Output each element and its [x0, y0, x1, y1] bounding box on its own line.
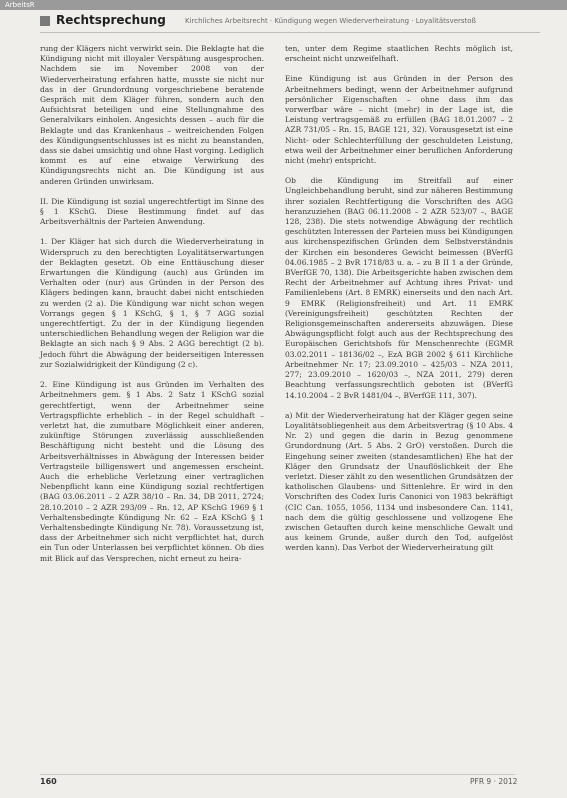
right-column — [285, 44, 513, 562]
top-bar — [0, 0, 567, 10]
section-label: ArbeitsR — [5, 1, 35, 9]
paragraph: a) Mit der Wiederverheiratung hat der Kläger gegen seine Loyalitätsobliegenheit aus dem Arbeitsvertrag (§ 10 Abs. 4 Nr. 2) und gegen die darin in Bezug genommene Grundordnung (Art. 5 Abs. 2 GrO) verstoßen. Durch die Eingehung seiner zweiten (standesamtlichen) Ehe hat der Kläger den Grundsatz der Unauflöslichkeit der Ehe verletzt. Dieser zählt zu den wesentlichen Grundsätzen der katholischen Glaubens- und Sittenlehre. Er wird in den Vorschriften des Codex Iuris Canonici von 1983 bekräftigt (CIC Can. 1055, 1056, 1134 und insbesondere Can. 1141, nach dem die gültig geschlossene und vollzogene Ehe zwischen Getauften durch keine menschliche Gewalt und aus keinem Grunde, außer durch den Tod, aufgelöst werden kann). Das Verbot der Wiederverheiratung gilt — [285, 410, 513, 553]
paragraph: II. Die Kündigung ist sozial ungerechtfertigt im Sinne des § 1 KSchG. Diese Bestimmung findet auf das Arbeitsverhältnis der Parteien Anwendung. — [40, 196, 264, 227]
paragraph: Eine Kündigung ist aus Gründen in der Person des Arbeitnehmers bedingt, wenn der Arbeitnehmer aufgrund persönlicher Eigenschaften – ohne dass ihm das vorwerfbar wäre – nicht (mehr) in der Lage ist, die Leistung vertragsgemäß zu erfüllen (BAG 18.01.2007 – 2 AZR 731/05 – Rn. 15, BAGE 121, 32). Vorausgesetzt ist eine Nicht- oder Schlechterfüllung der geschuldeten Leistung, etwa weil der Arbeitnehmer einer beruflichen Anforderung nicht (mehr) entspricht. — [285, 74, 513, 166]
page-number: 160 — [40, 777, 57, 786]
page-title: Rechtsprechung — [56, 13, 166, 27]
page-subtitle: Kirchliches Arbeitsrecht · Kündigung wegen Wiederverheiratung · Loyalitätsverstoß — [185, 17, 476, 25]
footer-divider — [40, 774, 515, 775]
paragraph: rung der Klägers nicht verwirkt sein. Die Beklagte hat die Kündigung nicht mit illoyaler Verspätung ausgesprochen. Nachdem sie im November 2008 von der Wiederverheiratung erfahren hatte, musste sie nicht nur das in der Grundordnung vorgeschriebene beratende Gespräch mit dem Kläger führen, sondern auch den Aufsichtsrat beteiligen und eine Stellungnahme des Generalvikars einholen. Angesichts dessen – auch für die Beklagte und das Krankenhaus – weitreichenden Folgen des Kündigungsentschlusses ist es nicht zu beanstanden, dass sie dabei umsichtig und ohne Hast vorging. Lediglich kommt es auf eine etwaige Verwirkung des Kündigungsrechts nicht an. Die Kündigung ist aus anderen Gründen unwirksam. — [40, 44, 264, 186]
paragraph: 2. Eine Kündigung ist aus Gründen im Verhalten des Arbeitnehmers gem. § 1 Abs. 2 Satz 1 KSchG sozial gerechtfertigt, wenn der Arbeitnehmer seine Vertragspflichte erheblich – in der Regel schuldhaft – verletzt hat, die zumutbare Möglichkeit einer anderen, zukünftige Störungen zuverlässig ausschließenden Beschäftigung nicht besteht und die Lösung des Arbeitsverhältnisses in Abwägung der Interessen beider Vertragsteile billigenswert und angemessen erscheint. Auch die erhebliche Verletzung einer vertraglichen Nebenpflicht kann eine Kündigung sozial rechtfertigen (BAG 03.06.2011 – 2 AZR 38/10 – Rn. 34, DB 2011, 2724; 28.10.2010 – 2 AZR 293/09 – Rn. 12, AP KSchG 1969 § 1 Verhaltensbedingte Kündigung Nr. 62 – EzA KSchG § 1 Verhaltensbedingte Kündigung Nr. 78). Voraussetzung ist, dass der Arbeitnehmer sich nicht verpflichtet hat, durch ein Tun oder Unterlassen bei verpflichtet können. Ob dies mit Blick auf das Versprechen, nicht erneut zu heira- — [40, 380, 264, 563]
left-column — [40, 44, 264, 572]
journal-reference: PFR 9 · 2012 — [470, 777, 518, 786]
paragraph: Ob die Kündigung im Streitfall auf einer Ungleichbehandlung beruht, sind zur näheren Bestimmung ihrer sozialen Rechtfertigung die Vorschriften des AGG heranzuziehen (BAG 06.11.2008 – 2 AZR 523/07 –, BAGE 128, 238). Die stets notwendige Abwägung der rechtlich geschützten Interessen der Parteien muss bei Kündigungen aus kirchenspezifischen Gründen dem Selbstverständnis der Kirchen ein besonderes Gewicht beimessen (BVerfG 04.06.1985 – 2 BvR 1718/83 u. a. – zu B II 1 a der Gründe, BVerfGE 70, 138). Die Arbeitsgerichte haben zwischen dem Recht der Arbeitnehmer auf Achtung ihres Privat- und Familienlebens (Art. 8 EMRK) einerseits und den nach Art. 9 EMRK (Religionsfreiheit) und Art. 11 EMRK (Vereinigungsfreiheit) geschützten Rechten der Religionsgemeinschaften andererseits abzuwägen. Diese Abwägungspflicht folgt auch aus der Rechtsprechung des Europäischen Gerichtshofs für Menschenrechte (EGMR 03.02.2011 – 18136/02 –, EzA BGB 2002 § 611 Kirchliche Arbeitnehmer Nr. 17; 23.09.2010 – 425/03 – NZA 2011, 277; 23.09.2010 – 1620/03 –, NZA 2011, 279) deren Beachtung verfassungsrechtlich geboten ist (BVerfG 14.10.2004 – 2 BvR 1481/04 –, BVerfGE 111, 307). — [285, 176, 513, 400]
paragraph: ten, unter dem Regime staatlichen Rechts möglich ist, erscheint nicht unzweifelhaft. — [285, 44, 513, 64]
page-header — [40, 12, 540, 33]
header-square-marker — [40, 16, 50, 26]
paragraph: 1. Der Kläger hat sich durch die Wiederverheiratung in Widerspruch zu den berechtigten Loyalitätserwartungen der Beklagten gesetzt. Ob eine Enttäuschung dieser Erwartungen die Kündigung (auch) aus Gründen im Verhalten oder (nur) aus Gründen in der Person des Klägers bedingen kann, braucht dabei nicht entschieden zu werden (2 a). Die Kündigung war nicht schon wegen Vorrangs gegen § 1 KSchG, § 1, § 7 AGG sozial ungerechtfertigt. Zu der in der Kündigung liegenden unterschiedlichen Behandlung wegen der Religion war die Beklagte an sich nach § 9 Abs. 2 AGG berechtigt (2 b). Jedoch führt die Abwägung der beiderseitigen Interessen zur Sozialwidrigkeit der Kündigung (2 c). — [40, 237, 264, 369]
